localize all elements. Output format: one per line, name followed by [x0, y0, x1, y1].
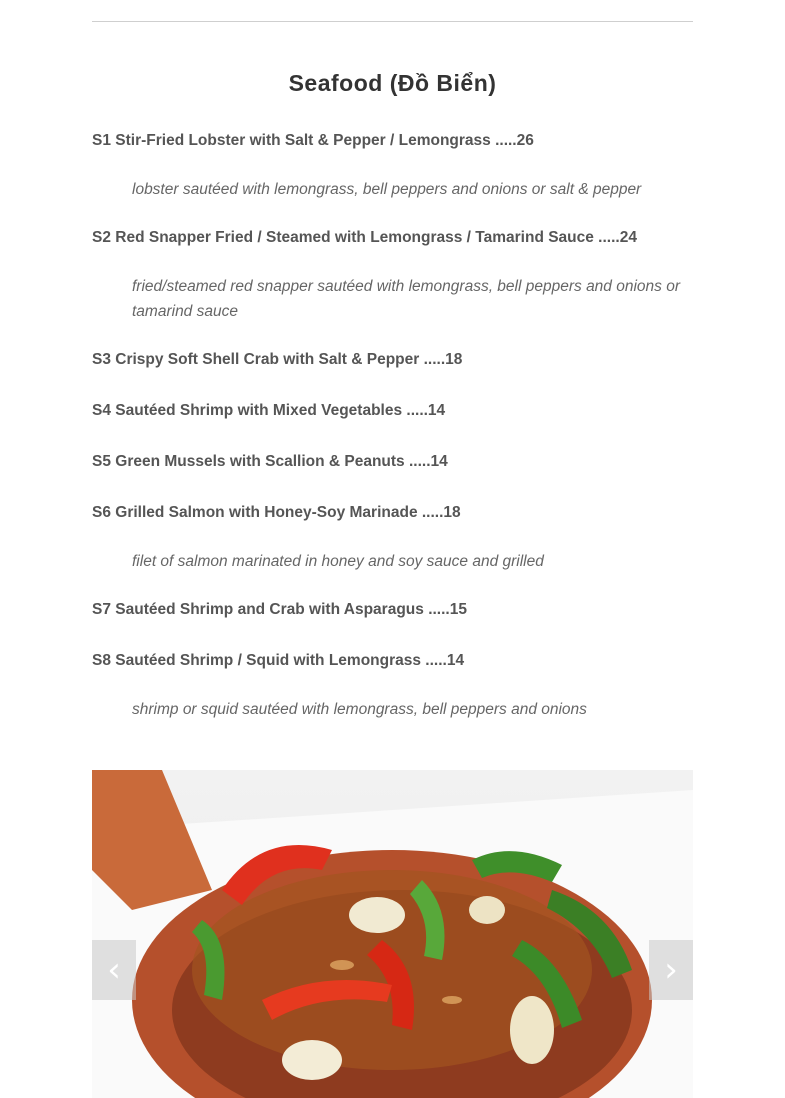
menu-list	[92, 131, 697, 748]
top-divider	[92, 21, 693, 22]
menu-item-s2: S2 Red Snapper Fried / Steamed with Lemongrass / Tamarind Sauce .....24	[92, 229, 637, 246]
photo-gallery[interactable]	[92, 770, 693, 1098]
section-title: Seafood (Đồ Biển)	[288, 70, 497, 96]
menu-item-s3: S3 Crispy Soft Shell Crab with Salt & Pepper .....18	[92, 351, 463, 368]
menu-item-s8: S8 Sautéed Shrimp / Squid with Lemongrass .....14	[92, 652, 465, 669]
menu-item-s7: S7 Sautéed Shrimp and Crab with Asparagus .....15	[92, 601, 467, 618]
menu-item-s6-description: filet of salmon marinated in honey and soy sauce and grilled	[132, 553, 544, 570]
menu-item-s5: S5 Green Mussels with Scallion & Peanuts .....14	[92, 453, 448, 470]
chevron-right-icon: ›	[664, 950, 678, 990]
gallery-prev-button[interactable]	[92, 940, 136, 1000]
menu-item-s1: S1 Stir-Fried Lobster with Salt & Pepper / Lemongrass .....26	[92, 132, 534, 149]
gallery-next-button[interactable]	[649, 940, 693, 1000]
menu-item-s1-description: lobster sautéed with lemongrass, bell peppers and onions or salt & pepper	[132, 181, 642, 198]
menu-item-s6: S6 Grilled Salmon with Honey-Soy Marinade .....18	[92, 504, 461, 521]
dish-photo	[92, 770, 693, 1098]
menu-item-s8-description: shrimp or squid sautéed with lemongrass, bell peppers and onions	[132, 701, 587, 718]
menu-item-s4: S4 Sautéed Shrimp with Mixed Vegetables .....14	[92, 402, 446, 419]
chevron-left-icon: ‹	[107, 950, 121, 990]
menu-item-s2-description: fried/steamed red snapper sautéed with lemongrass, bell peppers and onions or tamarind sauce	[132, 278, 680, 320]
